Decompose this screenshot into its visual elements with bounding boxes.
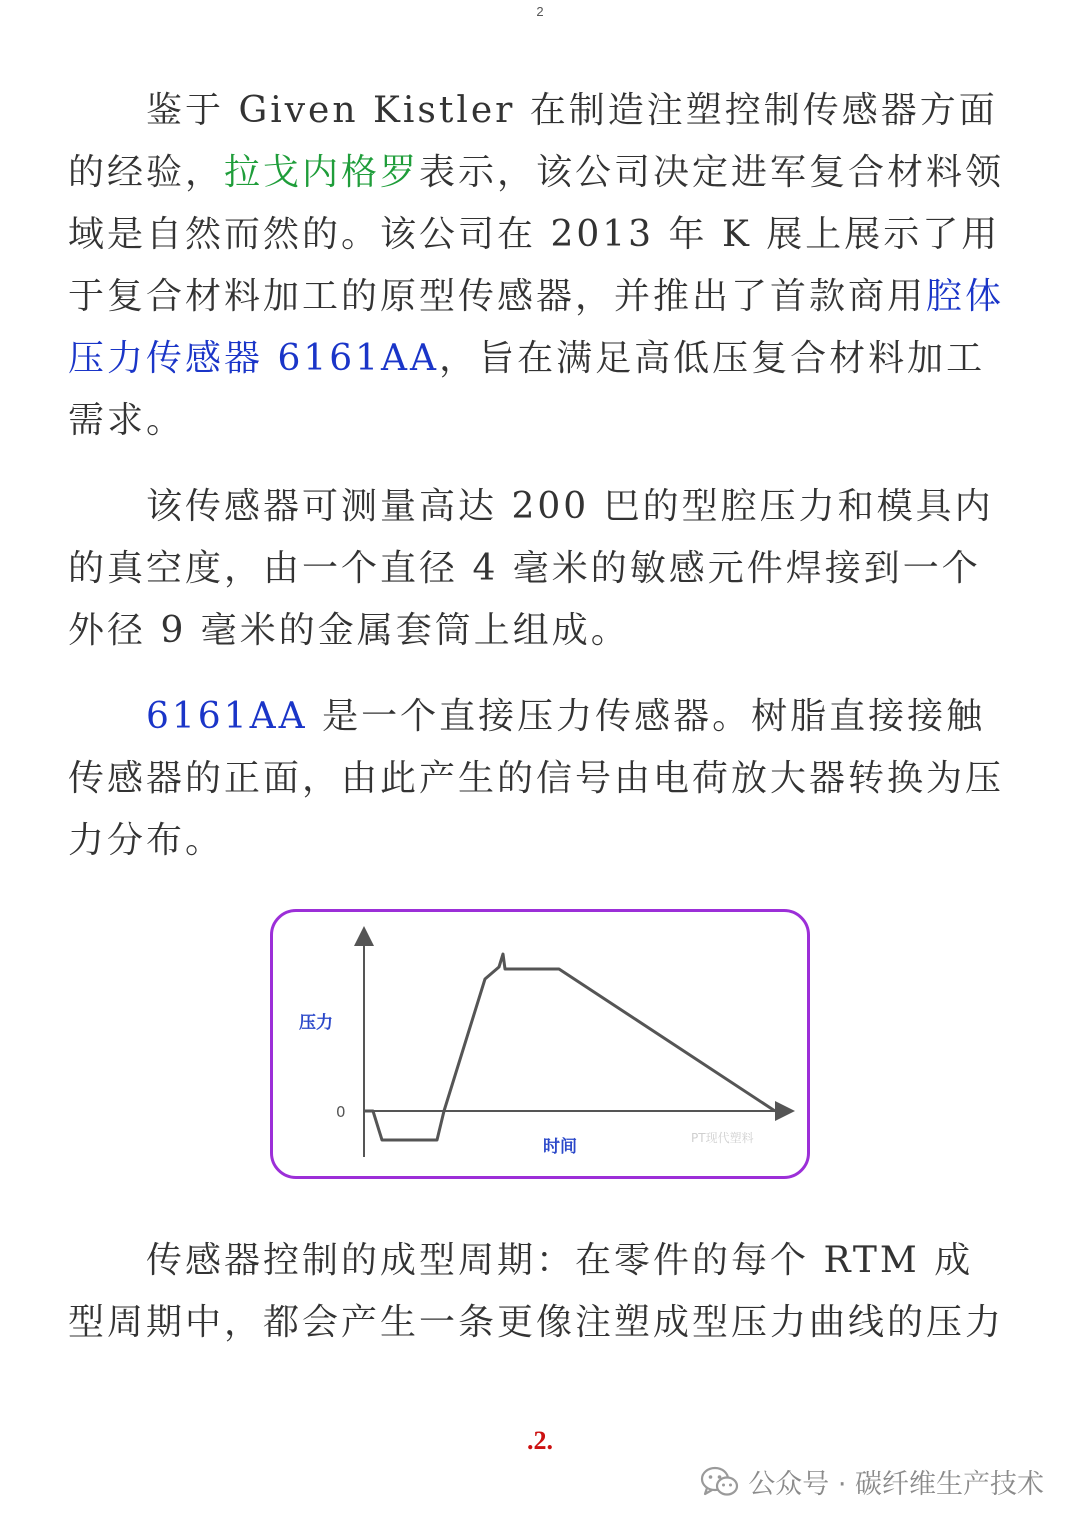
paragraph-2: [68, 476, 1012, 662]
product-link[interactable]: 腔体压力传感器 6161AA: [68, 276, 1005, 379]
paragraph-3: [68, 686, 1012, 872]
pressure-curve-diagram: [273, 912, 807, 1176]
paragraph-1-text-c: ，旨在满足高低压复合材料加工需求。: [68, 338, 986, 441]
person-name-link[interactable]: 拉戈内格罗: [224, 152, 420, 193]
paragraph-1: [68, 80, 1012, 452]
paragraph-4-text: 传感器控制的成型周期：在零件的每个 RTM 成型周期中，都会产生一条更像注塑成型压力曲线的压力: [68, 1240, 1005, 1343]
page-number-top: 2: [536, 4, 544, 19]
paragraph-4: [68, 1230, 1012, 1354]
wechat-icon: [700, 1465, 740, 1499]
x-axis-label: 时间: [543, 1137, 577, 1157]
pressure-time-figure: [270, 909, 810, 1179]
paragraph-3-text: 是一个直接压力传感器。树脂直接接触传感器的正面，由此产生的信号由电荷放大器转换为压力分布。: [68, 696, 1005, 861]
paragraph-1-text-a: 鉴于 Given Kistler 在制造注塑控制传感器方面的经验，: [68, 90, 998, 193]
footer-account-text: 公众号 · 碳纤维生产技术: [748, 1469, 1044, 1500]
footer-account: [700, 1462, 1044, 1501]
watermark-text: PT现代塑料: [691, 1131, 754, 1145]
page-marker: .2.: [527, 1426, 553, 1455]
zero-label: 0: [336, 1103, 346, 1121]
paragraph-2-text: 该传感器可测量高达 200 巴的型腔压力和模具内的真空度，由一个直径 4 毫米的敏感元件焊接到一个外径 9 毫米的金属套筒上组成。: [68, 486, 994, 651]
pressure-curve: [364, 954, 775, 1140]
model-link[interactable]: 6161AA: [146, 696, 308, 737]
paragraph-1-text-b: 表示，该公司决定进军复合材料领域是自然而然的。该公司在 2013 年 K 展上展示了用于复合材料加工的原型传感器，并推出了首款商用: [68, 152, 1005, 317]
y-axis-label: 压力: [299, 1013, 333, 1033]
